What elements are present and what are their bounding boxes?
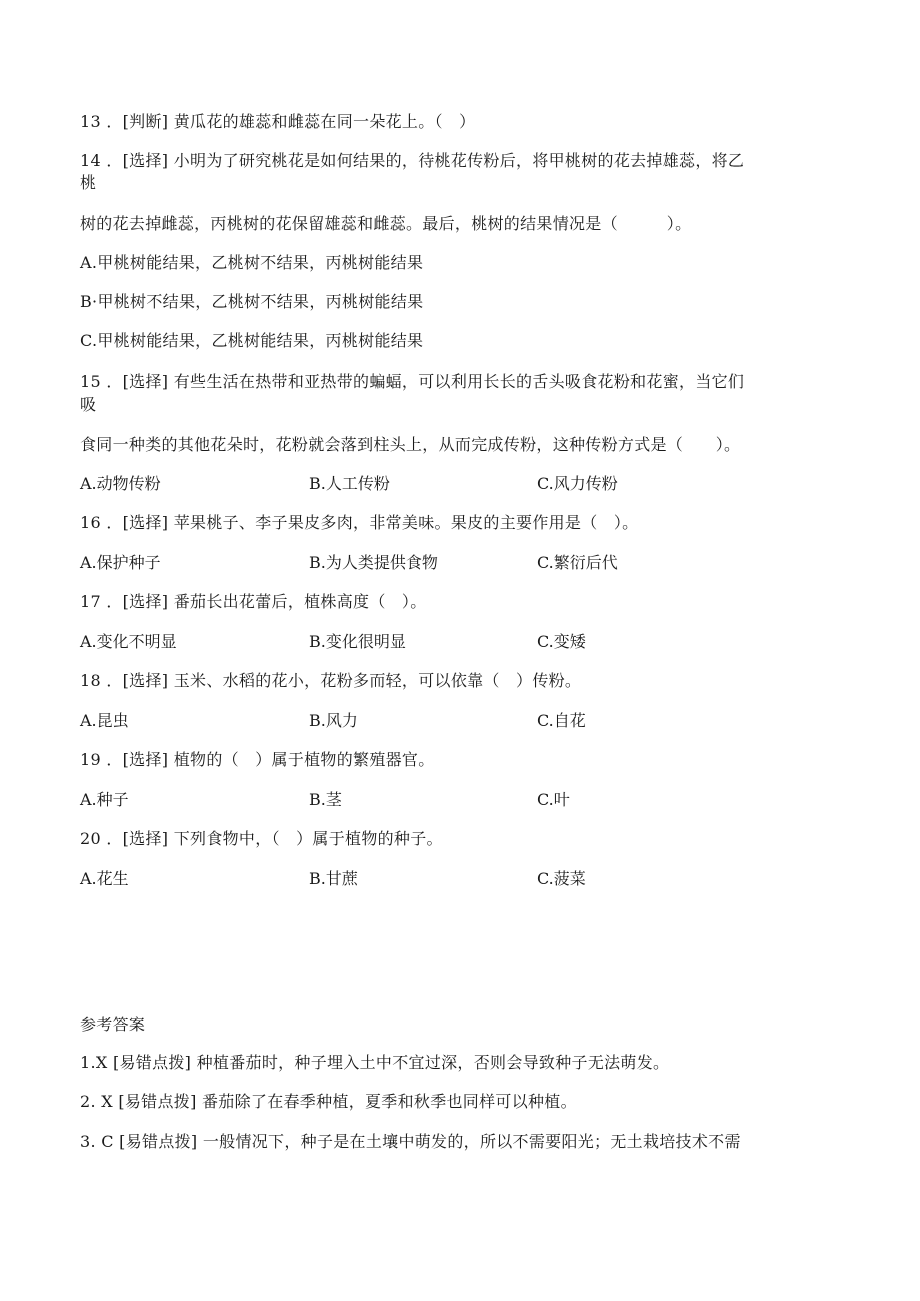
option-c: C.菠菜 [537,869,586,888]
option-b: B.人工传粉 [309,474,390,493]
option-a: A.保护种子 [80,553,161,572]
question-14-option-a: A.甲桃树能结果，乙桃树不结果，丙桃树能结果 [80,253,424,272]
option-b: B.甘蔗 [309,869,358,888]
option-b: B.茎 [309,790,342,809]
answer-2: 2. X [易错点拨] 番茄除了在春季种植，夏季和秋季也同样可以种植。 [80,1092,577,1111]
option-a: A.动物传粉 [80,474,161,493]
question-14-line-2: 桃 [80,173,97,192]
option-c: C.自花 [537,711,586,730]
question-18: 18 ．[选择] 玉米、水稻的花小，花粉多而轻，可以依靠（ ）传粉。 [80,671,582,690]
question-14-line-3: 树的花去掉雌蕊，丙桃树的花保留雄蕊和雌蕊。最后，桃树的结果情况是（ ）。 [80,214,692,233]
option-a: A.昆虫 [80,711,129,730]
option-b: B.为人类提供食物 [309,553,438,572]
question-15-line-3: 食同一种类的其他花朵时，花粉就会落到柱头上，从而完成传粉，这种传粉方式是（ ）。 [80,435,741,454]
option-b: B.风力 [309,711,358,730]
answers-heading: 参考答案 [80,1015,146,1034]
question-19: 19 ．[选择] 植物的（ ）属于植物的繁殖器官。 [80,750,435,769]
question-17: 17 ．[选择] 番茄长出花蕾后，植株高度（ ）。 [80,592,427,611]
option-c: C.变矮 [537,632,586,651]
question-14-line-1: 14 ．[选择] 小明为了研究桃花是如何结果的，待桃花传粉后，将甲桃树的花去掉雄蕊，将乙 [80,151,745,170]
question-15-line-2: 吸 [80,395,97,414]
option-c: C.叶 [537,790,570,809]
question-13: 13 ．[判断] 黄瓜花的雄蕊和雌蕊在同一朵花上。（ ） [80,112,476,131]
option-a: A.种子 [80,790,129,809]
question-14-option-c: C.甲桃树能结果，乙桃树能结果，丙桃树能结果 [80,331,424,350]
option-c: C.风力传粉 [537,474,618,493]
option-c: C.繁衍后代 [537,553,618,572]
option-b: B.变化很明显 [309,632,406,651]
option-a: A.花生 [80,869,129,888]
answer-3: 3. C [易错点拨] 一般情况下，种子是在土壤中萌发的，所以不需要阳光；无土栽培技术不需 [80,1132,741,1151]
question-15-line-1: 15 ．[选择] 有些生活在热带和亚热带的蝙蝠，可以利用长长的舌头吸食花粉和花蜜，当它们 [80,372,745,391]
question-16: 16 ．[选择] 苹果桃子、李子果皮多肉，非常美味。果皮的主要作用是（ ）。 [80,513,639,532]
answer-1: 1.X [易错点拨] 种植番茄时，种子埋入土中不宜过深，否则会导致种子无法萌发。 [80,1053,670,1072]
question-14-option-b: B·甲桃树不结果，乙桃树不结果，丙桃树能结果 [80,292,424,311]
question-20: 20 ．[选择] 下列食物中，（ ）属于植物的种子。 [80,829,443,848]
option-a: A.变化不明显 [80,632,177,651]
